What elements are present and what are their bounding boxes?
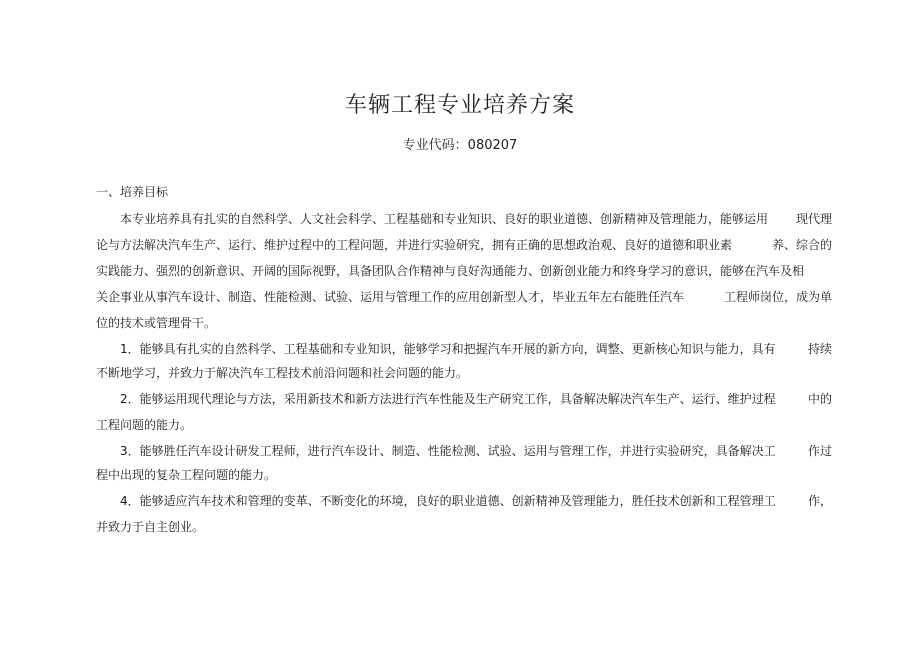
line-part: 现代理	[795, 212, 832, 226]
paragraph-line	[96, 236, 832, 253]
major-code: 专业代码：080207	[402, 138, 518, 153]
paragraph-line	[120, 210, 832, 227]
list-item-line: 并致力于自主创业。	[96, 520, 205, 534]
list-item-line	[120, 492, 832, 509]
section-heading: 一、培养目标	[96, 185, 169, 199]
line-part: 中的	[807, 392, 832, 406]
line-part: 关企事业从事汽车设计、制造、性能检测、试验、运用与管理工作的应用创新型人才，毕业五年左右能胜任汽车	[96, 290, 685, 304]
list-item-line: 程中出现的复杂工程问题的能力。	[96, 468, 277, 482]
paragraph-line	[96, 288, 832, 305]
line-part: 作过	[807, 444, 832, 458]
line-part: 养、综合的	[771, 238, 832, 252]
list-item-line	[120, 390, 832, 407]
line-part: 持续	[807, 342, 832, 356]
line-part: 作，	[807, 494, 832, 508]
list-item-line: 不断地学习，并致力于解决汽车工程技术前沿问题和社会问题的能力。	[96, 366, 469, 380]
line-part: 1．能够具有扎实的自然科学、工程基础和专业知识，能够学习和把握汽车开展的新方向，调整、更新核心知识与能力，具有	[120, 342, 776, 356]
line-part: 2．能够运用现代理论与方法，采用新技术和新方法进行汽车性能及生产研究工作，具备解决解决汽车生产、运行、维护过程	[120, 392, 776, 406]
line-part: 工程师岗位，成为单	[723, 290, 832, 304]
list-item-line	[120, 442, 832, 459]
list-item-line	[120, 340, 832, 357]
line-part: 论与方法解决汽车生产、运行、维护过程中的工程问题，并进行实验研究，拥有正确的思想政治观、良好的道德和职业素	[96, 238, 733, 252]
document-title: 车辆工程专业培养方案	[344, 93, 575, 118]
line-part: 本专业培养具有扎实的自然科学、人文社会科学、工程基础和专业知识、良好的职业道德、创新精神及管理能力，能够运用	[120, 212, 769, 226]
paragraph-line: 实践能力、强烈的创新意识、开阔的国际视野，具备团队合作精神与良好沟通能力、创新创业能力和终身学习的意识，能够在汽车及相	[96, 264, 805, 278]
line-part: 3．能够胜任汽车设计研发工程师，进行汽车设计、制造、性能检测、试验、运用与管理工作，并进行实验研究，具备解决工	[120, 444, 776, 458]
paragraph-line: 位的技术或管理骨干。	[96, 316, 217, 330]
line-part: 4．能够适应汽车技术和管理的变革、不断变化的环境，良好的职业道德、创新精神及管理能力，胜任技术创新和工程管理工	[120, 494, 776, 508]
list-item-line: 工程问题的能力。	[96, 418, 193, 432]
